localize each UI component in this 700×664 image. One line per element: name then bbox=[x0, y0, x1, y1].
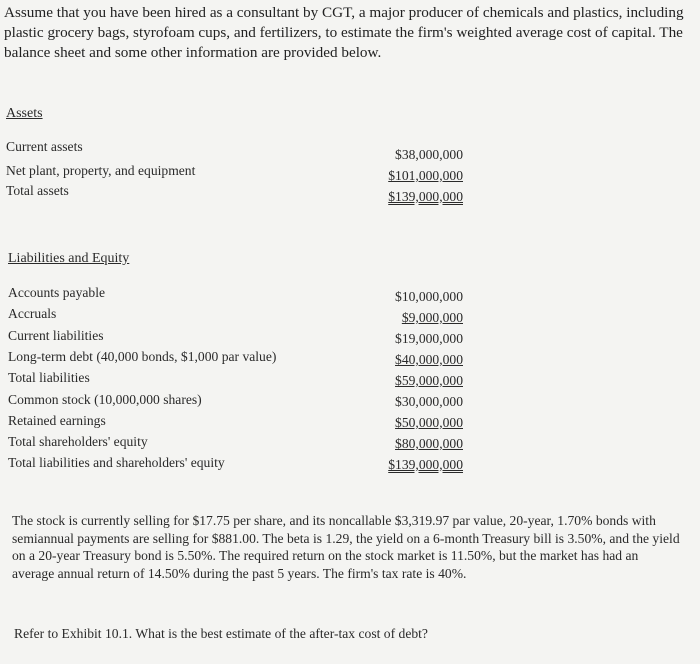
liabilities-row-label: Total liabilities bbox=[8, 370, 90, 385]
liabilities-row-value: $59,000,000 bbox=[395, 373, 463, 388]
liabilities-row-label: Accounts payable bbox=[8, 285, 106, 300]
assets-row-value: $139,000,000 bbox=[388, 189, 463, 204]
bond-stock-info-paragraph: The stock is currently selling for $17.75 per share, and its noncallable $3,319.97 par value, 20-year, 1.70% bonds with semiannual payments are selling for $881.00. The beta is 1.29, the yield on a 6-month Treasury bill is 3.50%, and the yield on a 20-year Treasury bond is 5.50%. The required return on the stock market is 11.50%, but the market has had an average annual return of 14.50% during the past 5 years. The firm's tax rate is 40%. bbox=[12, 513, 680, 581]
assets-row-label: Total assets bbox=[6, 183, 69, 198]
liabilities-row-value: $19,000,000 bbox=[395, 331, 463, 346]
liabilities-row-value: $139,000,000 bbox=[388, 457, 463, 472]
assets-row-value: $38,000,000 bbox=[395, 147, 463, 162]
liabilities-row-label: Total shareholders' equity bbox=[8, 434, 148, 449]
assets-row-value: $101,000,000 bbox=[388, 168, 463, 183]
assets-row-label: Current assets bbox=[6, 139, 83, 154]
liabilities-row-value: $9,000,000 bbox=[401, 310, 463, 325]
liabilities-row-value: $50,000,000 bbox=[395, 415, 463, 430]
intro-text: Assume that you have been hired as a consultant by CGT, a major producer of chemicals and plastics, including plastic grocery bags, styrofoam cups, and fertilizers, to estimate the firm's weighted average cost of capital. The balance sheet and some other information are provided below. bbox=[4, 4, 684, 61]
assets-row-label: Net plant, property, and equipment bbox=[6, 163, 196, 178]
liabilities-row-label: Long-term debt (40,000 bonds, $1,000 par value) bbox=[8, 349, 277, 364]
liabilities-heading: Liabilities and Equity bbox=[8, 251, 130, 266]
assets-heading: Assets bbox=[6, 106, 43, 121]
liabilities-row-label: Common stock (10,000,000 shares) bbox=[8, 392, 202, 407]
liabilities-row-label: Retained earnings bbox=[8, 413, 106, 428]
liabilities-row-value: $30,000,000 bbox=[395, 394, 463, 409]
liabilities-row-value: $10,000,000 bbox=[395, 289, 463, 304]
question-text: Refer to Exhibit 10.1. What is the best estimate of the after-tax cost of debt? bbox=[14, 626, 428, 641]
liabilities-row-label: Total liabilities and shareholders' equity bbox=[8, 455, 225, 470]
liabilities-row-value: $40,000,000 bbox=[395, 352, 463, 367]
liabilities-row-label: Accruals bbox=[8, 306, 57, 321]
liabilities-row-value: $80,000,000 bbox=[395, 436, 463, 451]
liabilities-row-label: Current liabilities bbox=[8, 328, 104, 343]
